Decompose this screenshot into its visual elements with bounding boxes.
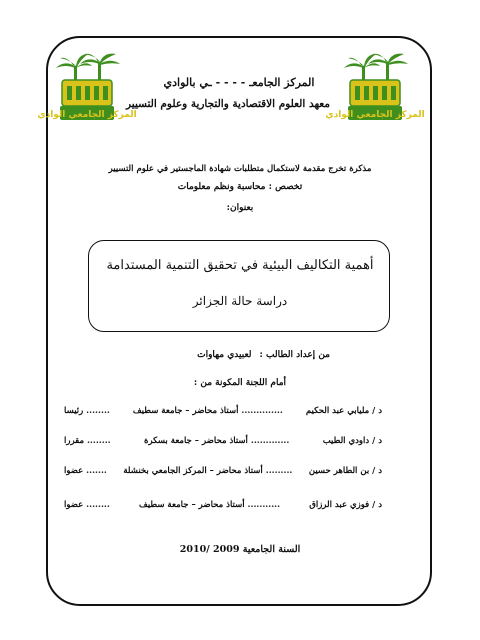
committee-heading: أمام اللجنة المكونة من : [193,378,287,388]
logo-text: المركز الجامعي الوادي [37,110,137,120]
member-rank: ............. أستاذ محاضر – جامعة بسكرة [144,436,290,446]
academic-year: السنة الجامعية 2009 /2010 [179,544,301,555]
center-name: المركز الجامعـ - - - - ـي بالوادي [163,76,315,89]
title-label: بعنوان: [226,203,254,213]
member-role: ........ مقررا [64,436,111,446]
title-box [88,240,390,332]
thesis-title: أهمية التكاليف البيئية في تحقيق التنمية المستدامة [106,258,374,273]
committee-member [64,500,382,516]
committee-member [64,466,382,482]
thesis-subtitle: دراسة حالة الجزائر [192,294,288,308]
member-name: د / داودي الطيب [322,436,382,446]
specialty: تخصص : محاسبة ونظم معلومات [177,182,303,192]
author-line [150,350,330,360]
member-name: د / مليابي عبد الحكيم [305,406,382,416]
member-name: د / فوزي عبد الرزاق [309,500,382,510]
member-role: ........ رئيسا [64,406,110,416]
member-rank: ......... أستاذ محاضر – المركز الجامعي بخنشلة [123,466,293,476]
member-role: ....... عضوا [64,466,107,476]
member-rank: .............. أستاذ محاضر – جامعة سطيف [132,406,283,416]
author-name: لعبيدي مهاوات [197,350,252,360]
committee-member [64,436,382,452]
institute-name: معهد العلوم الاقتصادية والتجارية وعلوم التسيير [125,98,330,110]
university-logo-left [37,52,137,124]
member-role: ........ عضوا [64,500,110,510]
university-logo-right [325,52,425,124]
logo-text: المركز الجامعي الوادي [325,110,425,120]
author-label: من إعداد الطالب : [259,350,330,360]
member-name: د / بن الطاهر حسين [308,466,382,476]
committee-member [64,406,382,422]
member-rank: ........... أستاذ محاضر – جامعة سطيف [139,500,281,510]
memo-purpose: مذكرة تخرج مقدمة لاستكمال متطلبات شهادة الماجستير في علوم التسيير [108,164,372,174]
